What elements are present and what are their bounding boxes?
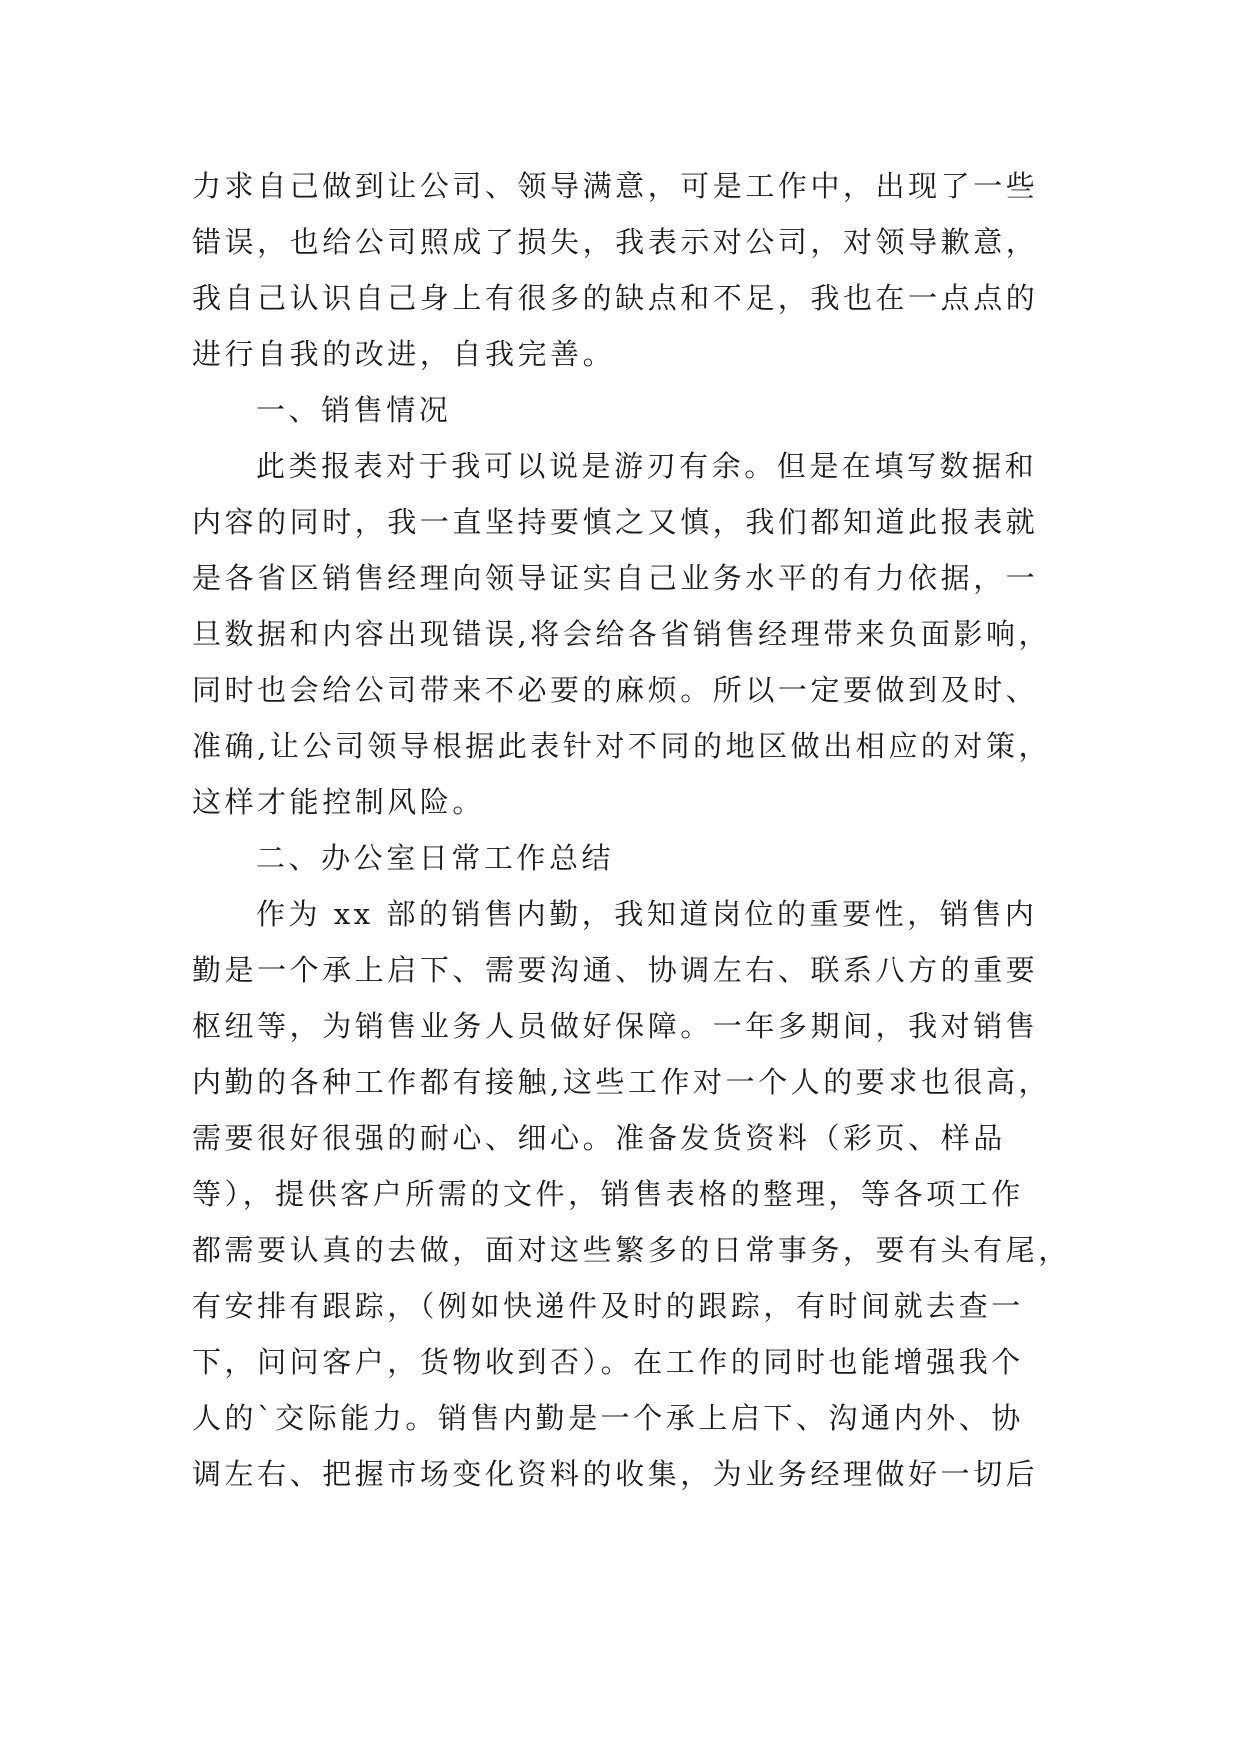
paragraph-line: 枢纽等，为销售业务人员做好保障。一年多期间，我对销售 — [192, 1009, 1039, 1043]
paragraph-line: 旦数据和内容出现错误,将会给各省销售经理带来负面影响， — [192, 617, 1052, 651]
paragraph-line: 错误，也给公司照成了损失，我表示对公司，对领导歉意， — [192, 225, 1039, 259]
paragraph-line: 内勤的各种工作都有接触,这些工作对一个人的要求也很高， — [192, 1065, 1052, 1099]
paragraph-line: 同时也会给公司带来不必要的麻烦。所以一定要做到及时、 — [192, 673, 1039, 707]
paragraph-line: 这样才能控制风险。 — [192, 785, 485, 819]
paragraph-line: 进行自我的改进，自我完善。 — [192, 337, 616, 371]
paragraph-line: 勤是一个承上启下、需要沟通、协调左右、联系八方的重要 — [192, 953, 1039, 987]
paragraph-line: 人的`交际能力。销售内勤是一个承上启下、沟通内外、协 — [192, 1401, 1024, 1435]
paragraph-line: 内容的同时，我一直坚持要慎之又慎，我们都知道此报表就 — [192, 505, 1039, 539]
paragraph-line: 力求自己做到让公司、领导满意，可是工作中，出现了一些 — [192, 169, 1039, 203]
paragraph-line: 都需要认真的去做，面对这些繁多的日常事务，要有头有尾， — [192, 1233, 1071, 1267]
paragraph-line: 此类报表对于我可以说是游刃有余。但是在填写数据和 — [256, 449, 1038, 483]
paragraph-line: 需要很好很强的耐心、细心。准备发货资料（彩页、样品 — [192, 1121, 1006, 1155]
paragraph-line: 是各省区销售经理向领导证实自己业务水平的有力依据，一 — [192, 561, 1039, 595]
paragraph-line: 调左右、把握市场变化资料的收集，为业务经理做好一切后 — [192, 1457, 1039, 1491]
paragraph-line: 我自己认识自己身上有很多的缺点和不足，我也在一点点的 — [192, 281, 1039, 315]
section-heading: 二、办公室日常工作总结 — [256, 841, 615, 875]
paragraph-line: 准确,让公司领导根据此表针对不同的地区做出相应的对策， — [192, 729, 1052, 763]
section-heading: 一、销售情况 — [256, 393, 452, 427]
paragraph-line: 作为 xx 部的销售内勤，我知道岗位的重要性，销售内 — [256, 897, 1038, 931]
paragraph-line: 等），提供客户所需的文件，销售表格的整理，等各项工作 — [192, 1177, 1024, 1211]
paragraph-line: 下，问问客户，货物收到否）。在工作的同时也能增强我个 — [192, 1345, 1024, 1379]
paragraph-line: 有安排有跟踪，（例如快递件及时的跟踪，有时间就去查一 — [192, 1289, 1024, 1323]
